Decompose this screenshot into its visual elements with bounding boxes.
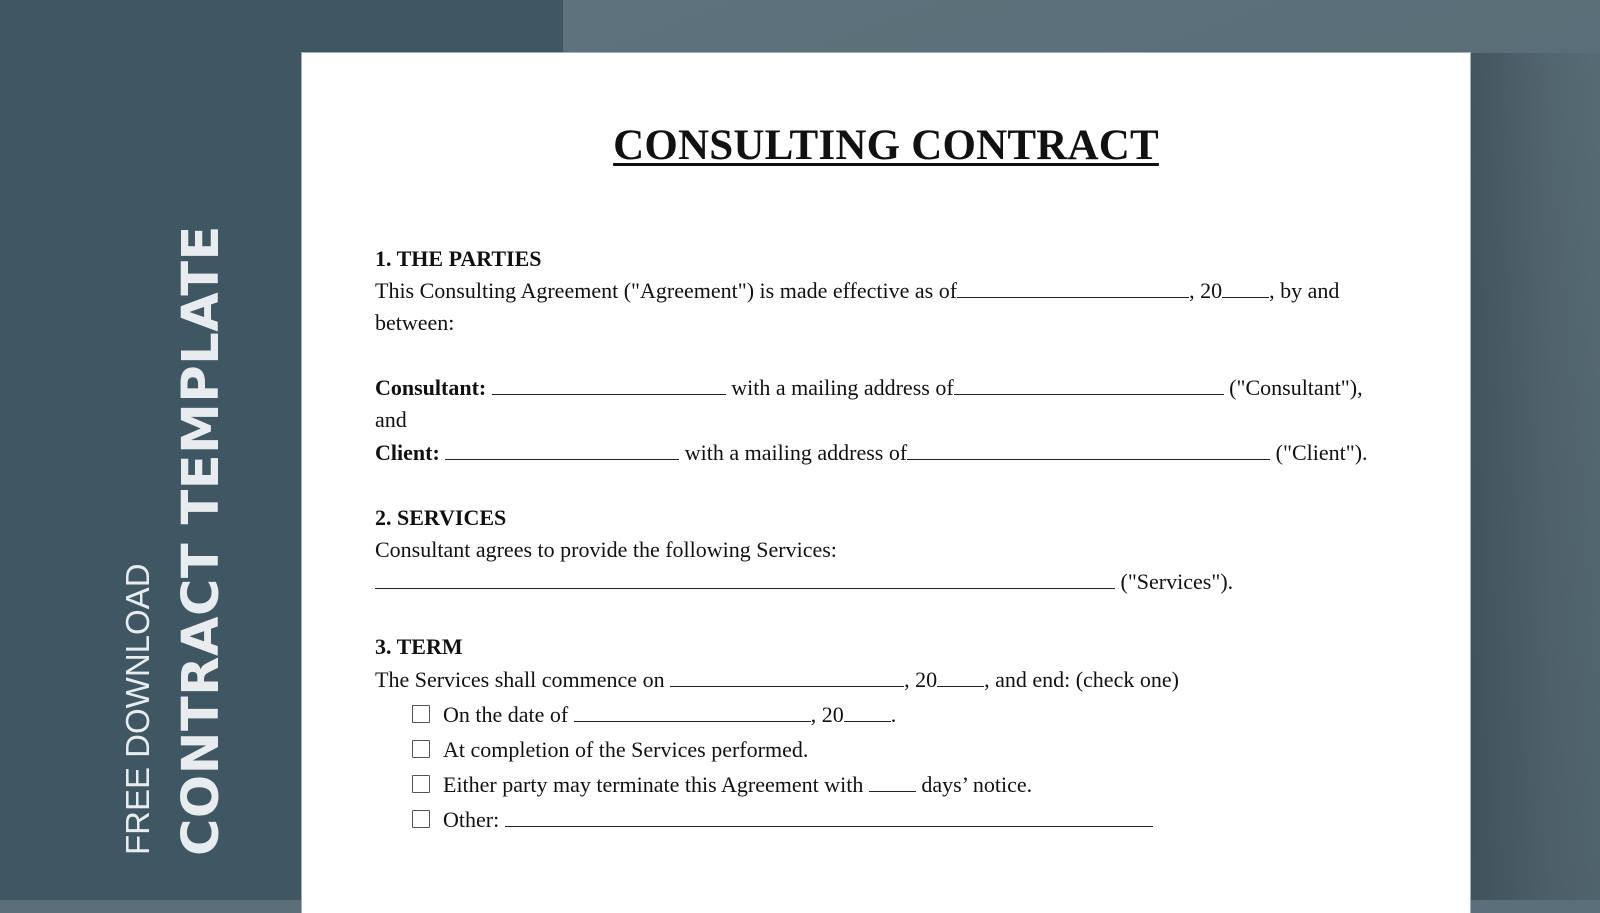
effective-date-blank[interactable]	[957, 277, 1189, 298]
client-alias: ("Client").	[1270, 440, 1368, 465]
end-year-blank[interactable]	[844, 701, 891, 722]
option-label: At completion of the Services performed.	[443, 737, 809, 762]
parties-intro-end: , by and	[1269, 278, 1340, 303]
term-option-completion	[412, 734, 808, 766]
year-prefix: , 20	[1189, 278, 1223, 303]
services-description-blank[interactable]	[375, 568, 1115, 589]
checkbox-icon[interactable]	[412, 775, 430, 793]
end-year-prefix: , 20	[810, 702, 844, 727]
checkbox-icon[interactable]	[412, 810, 430, 828]
client-address-blank[interactable]	[907, 439, 1270, 460]
contract-template-label: CONTRACT TEMPLATE	[172, 225, 231, 856]
other-term-blank[interactable]	[505, 806, 1153, 827]
commence-date-blank[interactable]	[670, 666, 904, 687]
notice-days-blank[interactable]	[869, 771, 916, 792]
term-commence-line	[375, 664, 1179, 696]
client-name-blank[interactable]	[445, 439, 679, 460]
paper-shadow	[1470, 53, 1600, 900]
and-line: and	[375, 407, 407, 432]
consultant-name-blank[interactable]	[492, 374, 726, 395]
services-line	[375, 566, 1233, 598]
parties-between-line: between:	[375, 310, 455, 335]
option-label: Other:	[443, 807, 505, 832]
term-option-notice	[412, 769, 1032, 801]
commence-year-blank[interactable]	[937, 666, 984, 687]
term-commence-text: The Services shall commence on	[375, 667, 671, 692]
section-heading-services: 2. SERVICES	[375, 505, 507, 530]
client-label: Client:	[375, 440, 440, 465]
section-heading-parties: 1. THE PARTIES	[375, 246, 542, 271]
consultant-address-label: with a mailing address of	[725, 375, 954, 400]
end-date-blank[interactable]	[574, 701, 811, 722]
option-end: .	[890, 702, 897, 727]
services-alias: ("Services").	[1115, 569, 1234, 594]
contract-document	[302, 53, 1470, 913]
consultant-alias: ("Consultant"),	[1223, 375, 1363, 400]
document-title: CONSULTING CONTRACT	[613, 122, 1159, 169]
consultant-line	[375, 372, 1363, 404]
section-heading-term: 3. TERM	[375, 634, 463, 659]
term-option-other	[412, 804, 1153, 836]
option-end: days’ notice.	[915, 772, 1033, 797]
parties-intro-text: This Consulting Agreement ("Agreement") is made effective as of	[375, 278, 958, 303]
commence-year-prefix: , 20	[904, 667, 938, 692]
effective-year-blank[interactable]	[1222, 277, 1269, 298]
term-end-text: , and end: (check one)	[984, 667, 1179, 692]
term-option-date	[412, 699, 896, 731]
free-download-label: FREE DOWNLOAD	[119, 563, 156, 855]
consultant-address-blank[interactable]	[954, 374, 1224, 395]
checkbox-icon[interactable]	[412, 705, 430, 723]
option-label: On the date of	[443, 702, 574, 727]
checkbox-icon[interactable]	[412, 740, 430, 758]
services-text: Consultant agrees to provide the following Services:	[375, 537, 837, 562]
client-line	[375, 437, 1368, 469]
option-label: Either party may terminate this Agreement with	[443, 772, 869, 797]
client-address-label: with a mailing address of	[679, 440, 908, 465]
parties-intro-line	[375, 275, 1339, 307]
consultant-label: Consultant:	[375, 375, 487, 400]
